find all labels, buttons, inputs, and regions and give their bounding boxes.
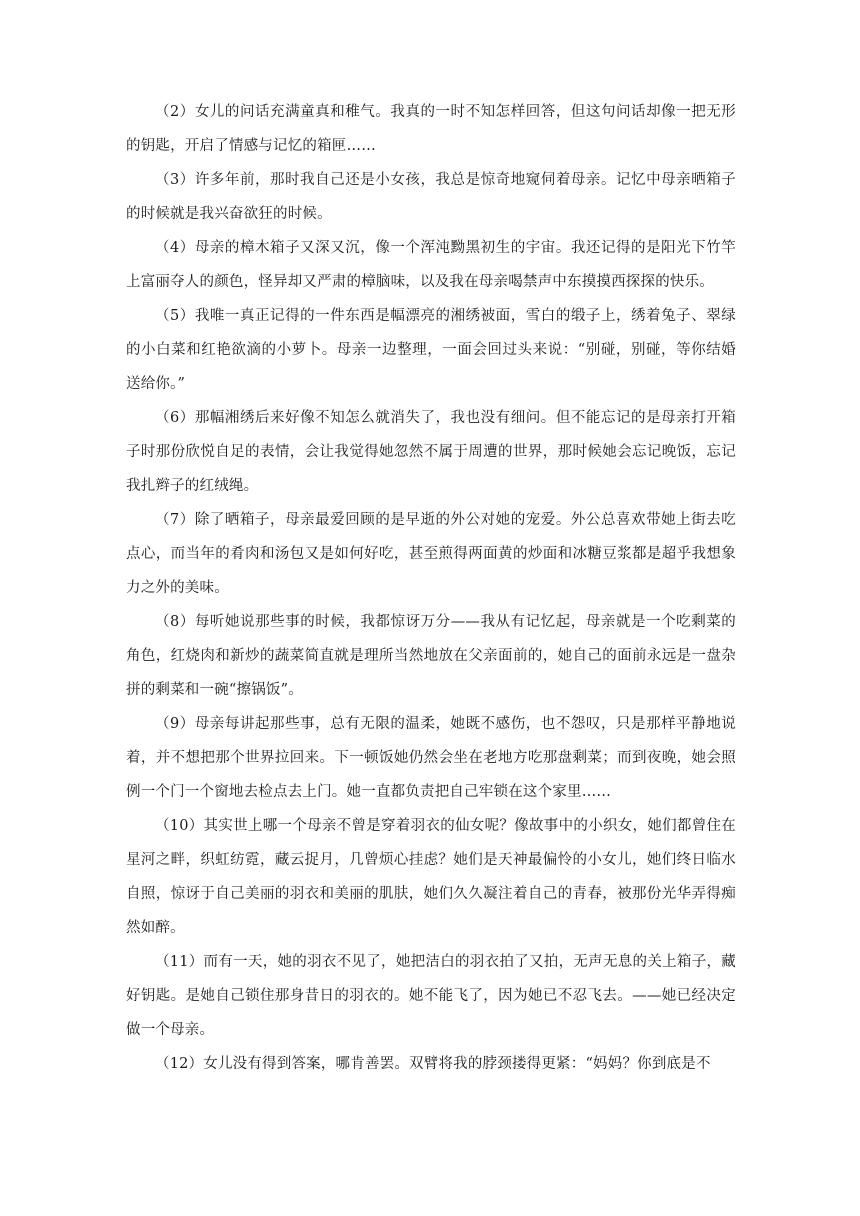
paragraph-9: （9）母亲每讲起那些事，总有无限的温柔，她既不感伤，也不怨叹，只是那样平静地说着，并不想把那个世界拉回来。下一顿饭她仍然会坐在老地方吃那盘剩菜；而到夜晚，她会照例一个门一个窗地去检点去上门。她一直都负责把自己牢锁在这个家里…… <box>126 716 736 800</box>
paragraph-7: （7）除了晒箱子，母亲最爱回顾的是早逝的外公对她的宠爱。外公总喜欢带她上街去吃点心，而当年的肴肉和汤包又是如何好吃，甚至煎得两面黄的炒面和冰糖豆浆都是超乎我想象力之外的美味。 <box>126 512 736 596</box>
paragraph-8: （8）每听她说那些事的时候，我都惊讶万分——我从有记忆起，母亲就是一个吃剩菜的角色，红烧肉和新炒的蔬菜简直就是理所当然地放在父亲面前的，她自己的面前永远是一盘杂拼的剩菜和一碗“擦锅饭”。 <box>126 614 736 698</box>
paragraph-6: （6）那幅湘绣后来好像不知怎么就消失了，我也没有细问。但不能忘记的是母亲打开箱子时那份欣悦自足的表情，会让我觉得她忽然不属于周遭的世界，那时候她会忘记晚饭，忘记我扎辫子的红绒绳。 <box>126 410 736 494</box>
paragraph-10: （10）其实世上哪一个母亲不曾是穿着羽衣的仙女呢？像故事中的小织女，她们都曾住在星河之畔，织虹纺霓，藏云捉月，几曾烦心挂虑？她们是天神最偏怜的小女儿，她们终日临水自照，惊讶于自己美丽的羽衣和美丽的肌肤，她们久久凝注着自己的青春，被那份光华弄得痴然如醉。 <box>126 818 736 936</box>
paragraph-4: （4）母亲的樟木箱子又深又沉，像一个浑沌黝黑初生的宇宙。我还记得的是阳光下竹竿上富丽夺人的颜色，怪异却又严肃的樟脑味，以及我在母亲喝禁声中东摸摸西探探的快乐。 <box>126 240 736 290</box>
paragraph-11: （11）而有一天，她的羽衣不见了，她把洁白的羽衣拍了又拍，无声无息的关上箱子，藏好钥匙。是她自己锁住那身昔日的羽衣的。她不能飞了，因为她已不忍飞去。——她已经决定做一个母亲。 <box>126 954 736 1038</box>
document-body <box>126 95 736 1081</box>
paragraph-3: （3）许多年前，那时我自己还是小女孩，我总是惊奇地窥伺着母亲。记忆中母亲晒箱子的时候就是我兴奋欲狂的时候。 <box>126 172 736 222</box>
paragraph-12: （12）女儿没有得到答案，哪肯善罢。双臂将我的脖颈搂得更紧：“妈妈？你到底是不 <box>155 1056 711 1072</box>
paragraph-2: （2）女儿的问话充满童真和稚气。我真的一时不知怎样回答，但这句问话却像一把无形的钥匙，开启了情感与记忆的箱匣…… <box>126 104 736 154</box>
paragraph-5: （5）我唯一真正记得的一件东西是幅漂亮的湘绣被面，雪白的缎子上，绣着兔子、翠绿的小白菜和红艳欲滴的小萝卜。母亲一边整理，一面会回过头来说：“别碰，别碰，等你结婚送给你。” <box>126 308 736 392</box>
